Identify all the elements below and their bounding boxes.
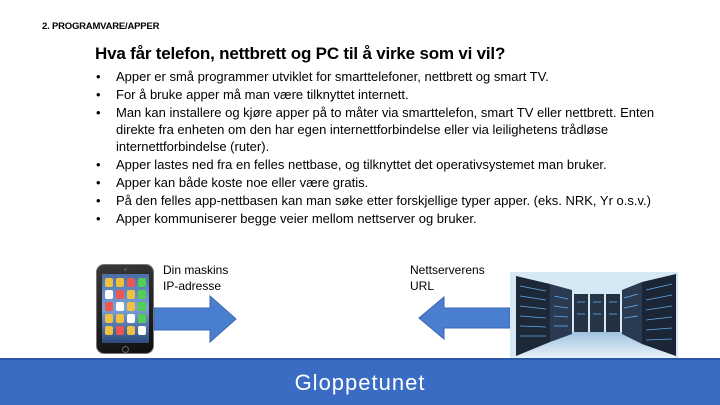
- bullet-item: • Apper lastes ned fra en felles nettbase, og tilknyttet det operativsystemet man bruker.: [96, 156, 676, 173]
- footer-banner: [0, 358, 720, 405]
- section-label: 2. PROGRAMVARE/APPER: [42, 21, 160, 32]
- tablet-screen: [102, 274, 149, 343]
- home-button-icon: [122, 346, 129, 353]
- tablet-icon: [96, 264, 154, 354]
- bullet-item: • Apper er små programmer utviklet for smarttelefoner, nettbrett og smart TV.: [96, 68, 676, 85]
- bullet-list: [96, 68, 676, 228]
- arrow-right-icon: [154, 294, 238, 344]
- arrow-left-icon: [418, 296, 510, 340]
- device-label-line1: Din maskins: [163, 263, 229, 277]
- slide-heading: Hva får telefon, nettbrett og PC til å virke som vi vil?: [95, 44, 506, 63]
- bullet-item: • Apper kommuniserer begge veier mellom nettserver og bruker.: [96, 210, 676, 227]
- device-label: [163, 263, 228, 294]
- camera-dot: [124, 268, 127, 271]
- server-label-line2: URL: [410, 278, 435, 293]
- footer-title: Gloppetunet: [294, 369, 426, 395]
- device-label-line2: IP-adresse: [163, 278, 222, 293]
- server-label: [410, 263, 485, 294]
- bullet-item: • Apper kan både koste noe eller være gratis.: [96, 174, 676, 191]
- bullet-item: • På den felles app-nettbasen kan man søke etter forskjellige typer apper. (eks. NRK, Yr o.s.v.): [96, 192, 676, 209]
- bullet-item: • For å bruke apper må man være tilknyttet internett.: [96, 86, 676, 103]
- server-label-line1: Nettserverens: [410, 263, 485, 277]
- bullet-item: • Man kan installere og kjøre apper på to måter via smarttelefon, smart TV eller nettbrett. Enten direkte fra enheten om den har egen internettforbindelse eller via leilighetens trådløse internettforbindelse (ruter).: [96, 104, 676, 156]
- server-racks-icon: [510, 272, 678, 358]
- server-room-image: [510, 272, 678, 358]
